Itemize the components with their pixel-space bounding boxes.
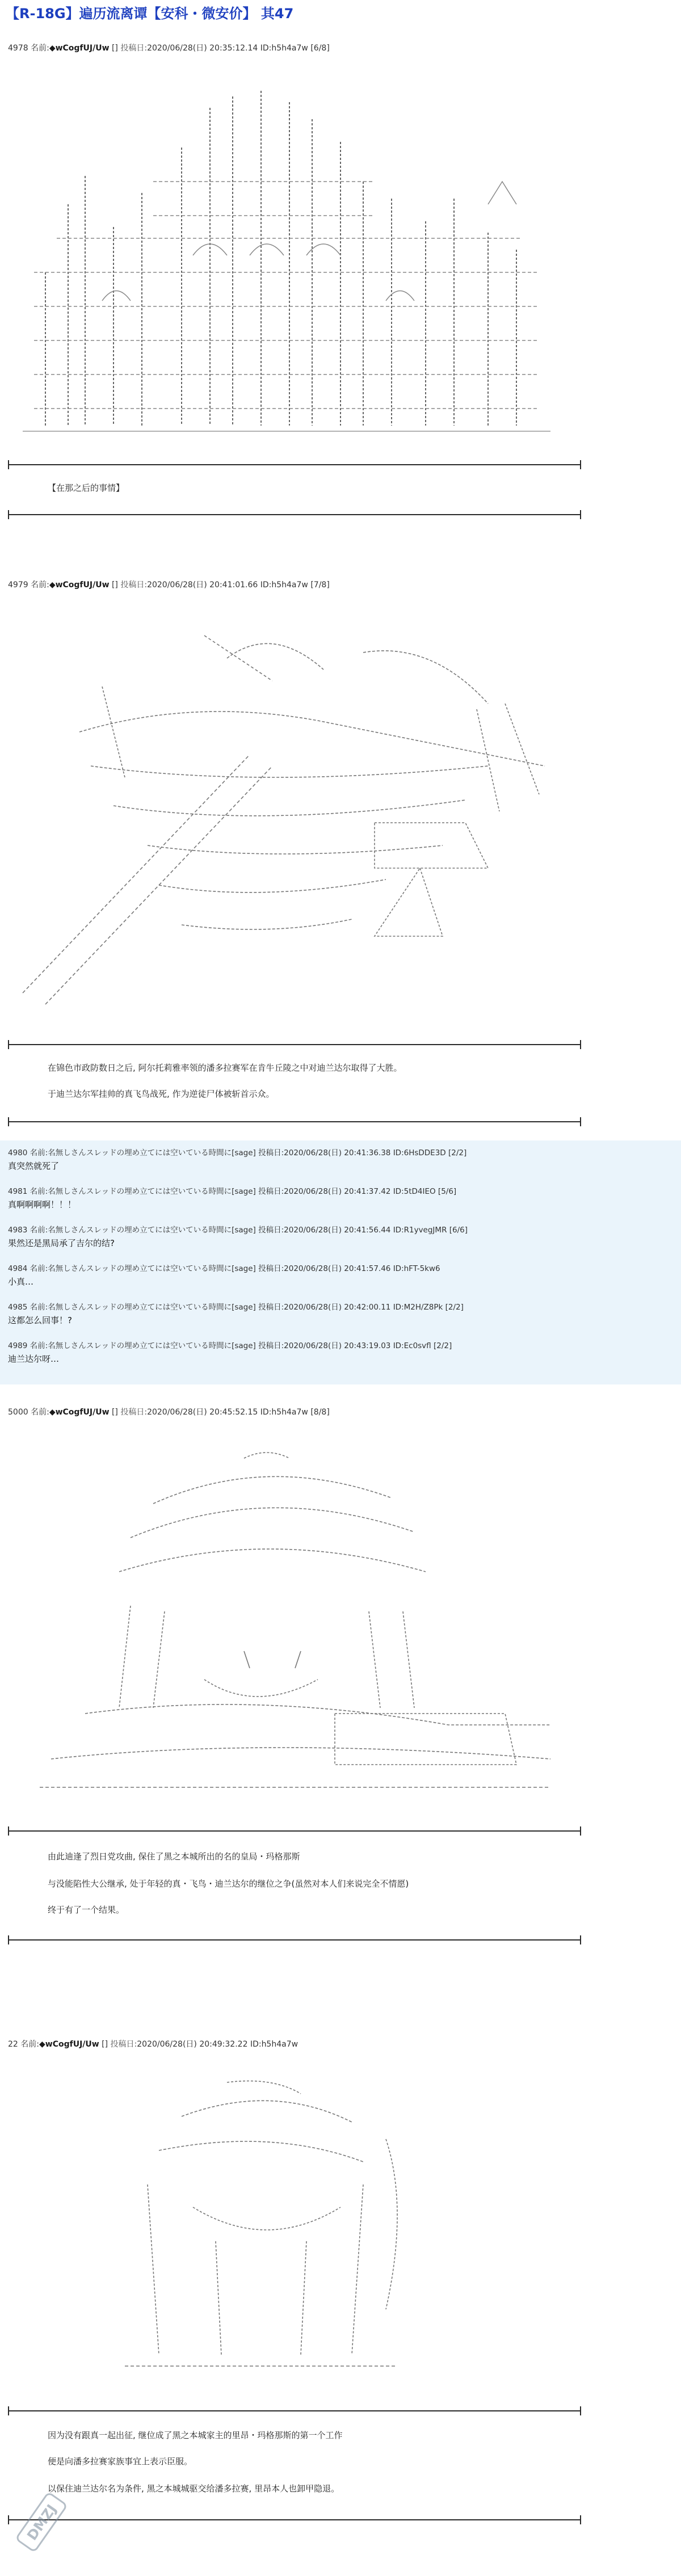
- reply-body: 果然还是黑局承了吉尔的结?: [8, 1238, 115, 1248]
- post-count: [6/8]: [310, 44, 330, 53]
- poster-id: ID:h5h4a7w: [260, 1408, 308, 1417]
- separator: []: [111, 1408, 118, 1417]
- standing-figure-ascii-art: [68, 2071, 465, 2389]
- poster-name: ◆wCogfUJ/Uw: [49, 580, 110, 590]
- reply-body: 真啊啊啊啊！！！: [8, 1199, 77, 1210]
- post-number: 4979: [8, 580, 28, 590]
- post-header: [8, 2038, 298, 2049]
- divider: [8, 464, 581, 465]
- reply: [8, 1262, 678, 1287]
- post-text-line: 于迪兰达尔军挂帅的真飞鸟战死, 作为逆徒尸体被斩首示众。: [48, 1089, 275, 1099]
- reply-header: 4983 名前:名無しさんスレッドの埋め立てには空いている時間に[sage] 投稿日:2020/06/28(日) 20:41:56.44 ID:R1yvegJMR [6/6]: [8, 1226, 468, 1235]
- reply-header: 4985 名前:名無しさんスレッドの埋め立てには空いている時間に[sage] 投稿日:2020/06/28(日) 20:42:00.11 ID:M2H/Z8Pk [2/2]: [8, 1303, 464, 1312]
- divider: [8, 1830, 581, 1832]
- post-header: [8, 42, 330, 53]
- name-label: 名前:: [20, 2040, 39, 2049]
- separator: []: [111, 580, 118, 590]
- post-text-line: 因为没有跟真一起出征, 继位成了黑之本城家主的里昂・玛格那斯的第一个工作: [48, 2430, 343, 2440]
- replies-block: [0, 1140, 681, 1384]
- watermark-text: DMZJ: [24, 2501, 60, 2544]
- poster-id: ID:h5h4a7w: [260, 44, 308, 53]
- post-date: 2020/06/28(日) 20:49:32.22: [137, 2040, 248, 2049]
- separator: []: [102, 2040, 108, 2049]
- post-date: 2020/06/28(日) 20:41:01.66: [147, 580, 258, 590]
- castle-ascii-art: [23, 85, 550, 448]
- post-header: [8, 1406, 330, 1417]
- reply-header: 4981 名前:名無しさんスレッドの埋め立てには空いている時間に[sage] 投稿日:2020/06/28(日) 20:41:37.42 ID:5tD4IEO [5/6]: [8, 1187, 457, 1196]
- reply: [8, 1185, 678, 1210]
- post-number: 4978: [8, 44, 28, 53]
- separator: []: [111, 44, 118, 53]
- battle-ascii-art: [11, 618, 579, 1016]
- reply-body: 真突然就死了: [8, 1161, 60, 1171]
- poster-name: ◆wCogfUJ/Uw: [39, 2040, 99, 2049]
- poster-id: ID:h5h4a7w: [260, 580, 308, 590]
- post-number: 5000: [8, 1408, 28, 1417]
- post-text-line: 与没能陷性大公继承, 处于年轻的真・飞鸟・迪兰达尔的继位之争(虽然对本人们来说完全不情愿): [48, 1879, 409, 1889]
- post-text-line: 在锦色市政防数日之后, 阿尔托莉雅率领的潘多拉赛军在肯牛丘陵之中对迪兰达尔取得了大胜。: [48, 1063, 402, 1073]
- reply-header: 4989 名前:名無しさんスレッドの埋め立てには空いている時間に[sage] 投稿日:2020/06/28(日) 20:43:19.03 ID:Ec0svfl [2/2]: [8, 1341, 452, 1350]
- divider: [8, 2410, 581, 2411]
- watermark-logo: [10, 2480, 73, 2565]
- name-label: 名前:: [31, 44, 49, 53]
- name-label: 名前:: [31, 580, 49, 590]
- poster-id: ID:h5h4a7w: [250, 2040, 299, 2049]
- post-count: [8/8]: [310, 1408, 330, 1417]
- reply: [8, 1300, 678, 1326]
- post-text-line: 以保住迪兰达尔名为条件, 黑之本城城驱交给潘多拉赛, 里昂本人也卸甲隐退。: [48, 2484, 340, 2494]
- post-date: 2020/06/28(日) 20:35:12.14: [147, 44, 258, 53]
- reply: [8, 1223, 678, 1249]
- date-label: 投稿日:: [120, 1408, 148, 1417]
- divider: [8, 1121, 581, 1122]
- reply: [8, 1146, 678, 1172]
- date-label: 投稿日:: [120, 44, 148, 53]
- reply-header: 4984 名前:名無しさんスレッドの埋め立てには空いている時間に[sage] 投稿日:2020/06/28(日) 20:41:57.46 ID:hFT-5kw6: [8, 1264, 440, 1273]
- post-header: [8, 579, 330, 590]
- name-label: 名前:: [31, 1408, 49, 1417]
- post-count: [7/8]: [310, 580, 330, 590]
- divider: [8, 1939, 581, 1941]
- post-caption: 【在那之后的事情】: [48, 483, 125, 493]
- divider: [8, 2519, 581, 2520]
- reply-body: 这都怎么回事！?: [8, 1315, 72, 1325]
- poster-name: ◆wCogfUJ/Uw: [49, 1408, 110, 1417]
- date-label: 投稿日:: [110, 2040, 137, 2049]
- divider: [8, 1044, 581, 1045]
- post-number: 22: [8, 2040, 18, 2049]
- post-text-line: 由此迪逢了烈日党攻曲, 保住了黑之本城所出的名的皇局・玛格那斯: [48, 1851, 300, 1862]
- divider: [8, 514, 581, 515]
- reply-body: 迪兰达尔呀…: [8, 1354, 60, 1364]
- character-ascii-art: [17, 1441, 585, 1804]
- post-text-line: 便是向潘多拉赛家族事宜上表示臣服。: [48, 2456, 193, 2466]
- poster-name: ◆wCogfUJ/Uw: [49, 44, 110, 53]
- date-label: 投稿日:: [120, 580, 148, 590]
- reply-header: 4980 名前:名無しさんスレッドの埋め立てには空いている時間に[sage] 投稿日:2020/06/28(日) 20:41:36.38 ID:6HsDDE3D [2/2]: [8, 1148, 467, 1157]
- reply: [8, 1339, 678, 1365]
- post-text-line: 终于有了一个结果。: [48, 1905, 125, 1915]
- reply-body: 小真…: [8, 1277, 34, 1287]
- post-date: 2020/06/28(日) 20:45:52.15: [147, 1408, 258, 1417]
- thread-title: 【R-18G】遍历流离谭【安科・微安价】 其47: [6, 6, 294, 22]
